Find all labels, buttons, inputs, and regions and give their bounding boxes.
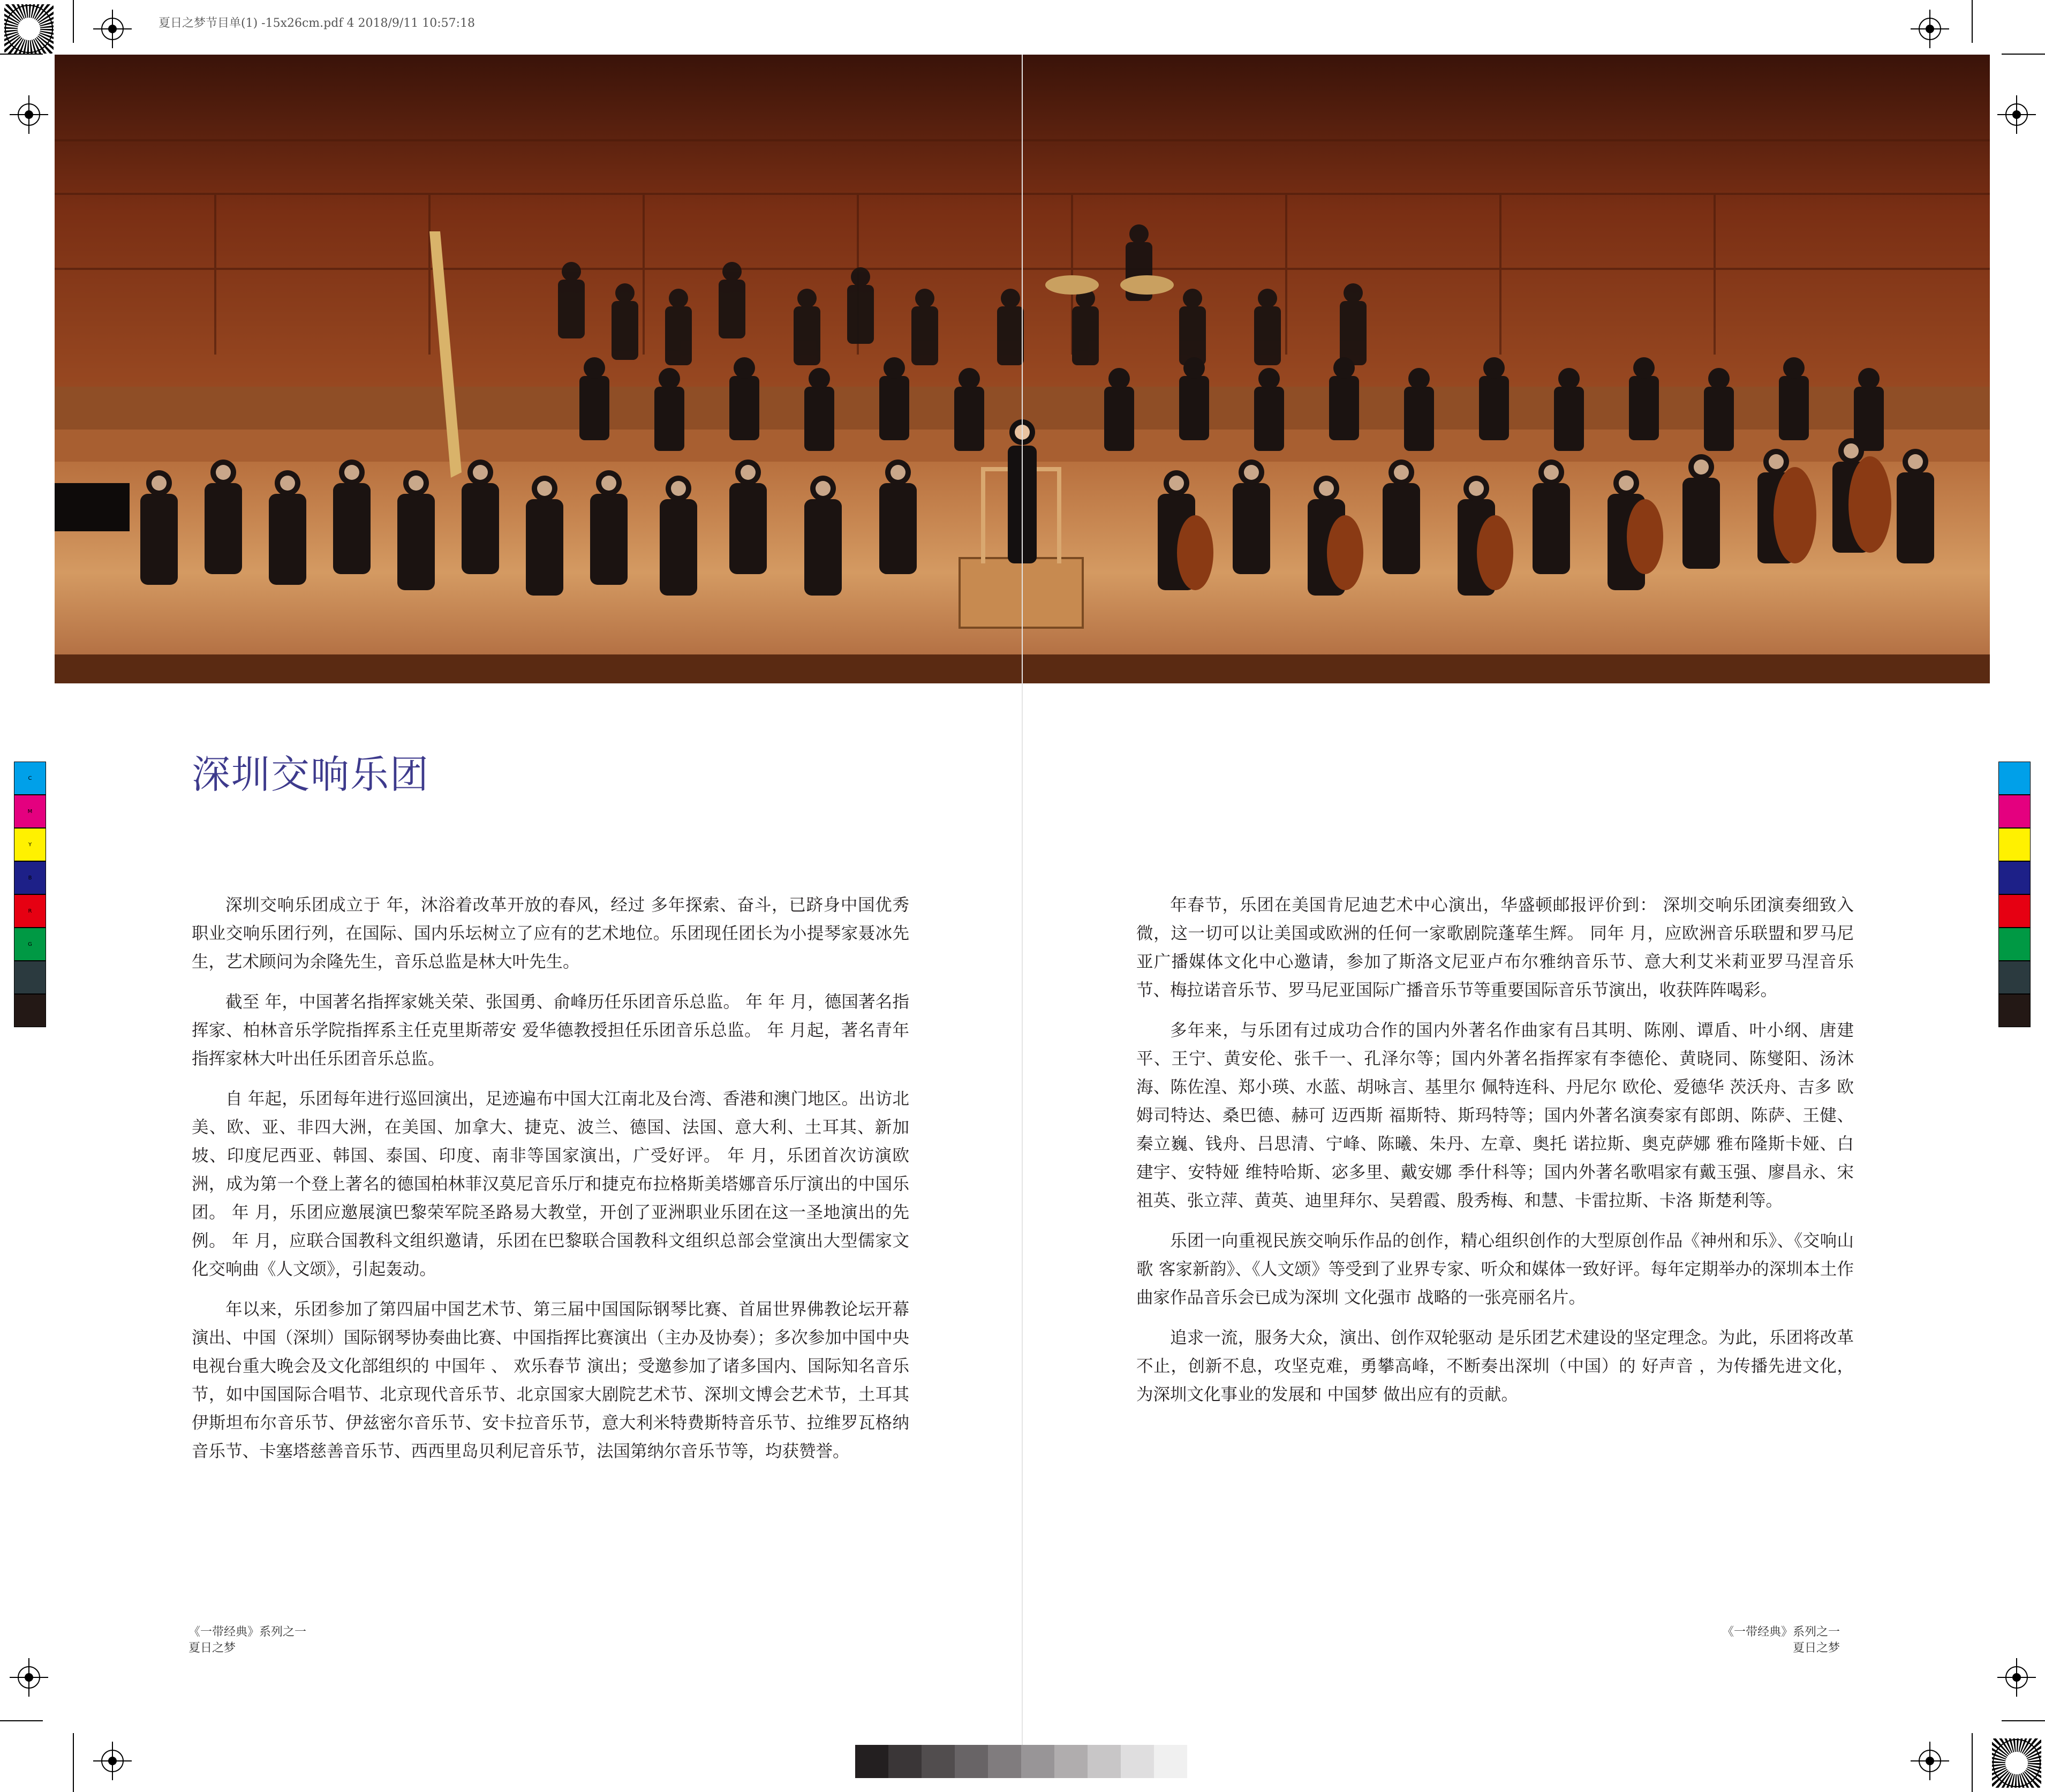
color-swatch xyxy=(1998,894,2031,928)
starburst-target-icon xyxy=(1992,1738,2041,1788)
footer-subtitle: 夏日之梦 xyxy=(188,1642,236,1655)
gray-swatch xyxy=(1088,1745,1121,1778)
gray-swatch xyxy=(988,1745,1021,1778)
registration-mark-icon xyxy=(1997,95,2036,134)
paragraph: 年以来，乐团参加了第四届中国艺术节、第三届中国国际钢琴比赛、首届世界佛教论坛开幕演出、中国（深圳）国际钢琴协奏曲比赛、中国指挥比赛演出（主办及协奏）；多次参加中国中央电视台重大晚会及文化部组织的 中国年 、 欢乐春节 演出；受邀参加了诸多国内、国际知名音乐节，如中国国际合唱节、北京现代音乐节、北京国家大剧院艺术节、深圳文博会艺术节，土耳其伊斯坦布尔音乐节、伊兹密尔音乐节、安卡拉音乐节，意大利米特费斯特音乐节、拉维罗瓦格纳音乐节、卡塞塔慈善音乐节、西西里岛贝利尼音乐节，法国第纳尔音乐节等，均获赞誉。 xyxy=(192,1300,909,1461)
crop-mark xyxy=(73,1733,74,1792)
color-swatch xyxy=(14,961,46,994)
footer-series: 《一带经典》系列之一 xyxy=(188,1625,307,1639)
color-swatch: R xyxy=(14,894,46,928)
paragraph: 追求一流，服务大众，演出、创作双轮驱动 是乐团艺术建设的坚定理念。为此，乐团将改革不止，创新不息，攻坚克难，勇攀高峰，不断奏出深圳（中国）的 好声音 ，为传播先进文化，为深圳文化事业的发展和 中国梦 做出应有的贡献。 xyxy=(1136,1328,1854,1404)
color-swatch xyxy=(1998,795,2031,828)
registration-mark-icon xyxy=(1997,1658,2036,1697)
registration-mark-icon xyxy=(1911,1742,1949,1780)
registration-mark-icon xyxy=(10,1658,48,1697)
right-text-column xyxy=(1136,891,1854,1421)
paragraph: 深圳交响乐团成立于 年，沐浴着改革开放的春风，经过 多年探索、奋斗，已跻身中国优秀职业交响乐团行列，在国际、国内乐坛树立了应有的艺术地位。乐团现任团长为小提琴家聂冰先生，艺术顾问为余隆先生，音乐总监是林大叶先生。 xyxy=(192,895,909,972)
gray-swatch xyxy=(1021,1745,1054,1778)
color-swatch xyxy=(1998,928,2031,961)
color-swatch: B xyxy=(14,861,46,894)
crop-mark xyxy=(2002,54,2045,55)
color-swatch: C xyxy=(14,762,46,795)
crop-mark xyxy=(73,0,74,43)
gray-swatch xyxy=(922,1745,955,1778)
registration-mark-icon xyxy=(1911,10,1949,48)
footer-right xyxy=(1722,1624,1840,1657)
registration-mark-icon xyxy=(93,1742,132,1780)
crop-mark xyxy=(1972,1733,1973,1792)
registration-mark-icon xyxy=(93,10,132,48)
color-swatch: Y xyxy=(14,828,46,861)
gray-swatch xyxy=(1154,1745,1187,1778)
footer-subtitle: 夏日之梦 xyxy=(1792,1642,1840,1655)
color-bar-right xyxy=(1998,762,2031,1027)
paragraph: 截至 年，中国著名指挥家姚关荣、张国勇、俞峰历任乐团音乐总监。 年 年 月，德国著名指挥家、柏林音乐学院指挥系主任克里斯蒂安 爱华德教授担任乐团音乐总监。 年 月起，著名青年指挥家林大叶出任乐团音乐总监。 xyxy=(192,992,909,1068)
color-swatch xyxy=(1998,861,2031,894)
color-swatch: M xyxy=(14,795,46,828)
left-text-column xyxy=(192,891,909,1478)
color-swatch xyxy=(1998,994,2031,1027)
gray-swatch xyxy=(1054,1745,1088,1778)
registration-mark-icon xyxy=(10,95,48,134)
starburst-target-icon xyxy=(4,4,54,54)
color-bar-left xyxy=(14,762,46,1027)
crop-mark xyxy=(2002,1720,2045,1721)
gray-swatch xyxy=(1121,1745,1154,1778)
paragraph: 年春节，乐团在美国肯尼迪艺术中心演出，华盛顿邮报评价到： 深圳交响乐团演奏细致入微，这一切可以让美国或欧洲的任何一家歌剧院蓬荜生辉。 同年 月，应欧洲音乐联盟和罗马尼亚广播媒体文化中心邀请，参加了斯洛文尼亚卢布尔雅纳音乐节、意大利艾米莉亚罗马涅音乐节、梅拉诺音乐节、罗马尼亚国际广播音乐节等重要国际音乐节演出，收获阵阵喝彩。 xyxy=(1136,895,1854,1000)
gray-swatch xyxy=(955,1745,988,1778)
color-swatch xyxy=(1998,828,2031,861)
gray-step-bar xyxy=(855,1745,1187,1778)
color-swatch: G xyxy=(14,928,46,961)
crop-mark xyxy=(0,54,43,55)
gray-swatch xyxy=(888,1745,922,1778)
crop-mark xyxy=(1972,0,1973,43)
paragraph: 多年来，与乐团有过成功合作的国内外著名作曲家有吕其明、陈刚、谭盾、叶小纲、唐建平、王宁、黄安伦、张千一、孔泽尔等；国内外著名指挥家有李德伦、黄晓同、陈燮阳、汤沐海、陈佐湟、郑小瑛、水蓝、胡咏言、基里尔 佩特连科、丹尼尔 欧伦、爱德华 茨沃舟、吉多 欧姆司特达、桑巴德、赫可 迈西斯 福斯特、斯玛特等；国内外著名演奏家有郎朗、陈萨、王健、秦立巍、钱舟、吕思清、宁峰、陈曦、朱丹、左章、奥托 诺拉斯、奥克萨娜 雅布隆斯卡娅、白建宇、安特娅 维特哈斯、宓多里、戴安娜 季什科等；国内外著名歌唱家有戴玉强、廖昌永、宋祖英、张立萍、黄英、迪里拜尔、吴碧霞、殷秀梅、和慧、卡雷拉斯、卡洛 斯楚利等。 xyxy=(1136,1021,1854,1210)
gray-swatch xyxy=(855,1745,888,1778)
color-swatch xyxy=(1998,961,2031,994)
color-swatch xyxy=(14,994,46,1027)
page-title: 深圳交响乐团 xyxy=(192,752,430,797)
crop-mark xyxy=(0,1720,43,1721)
paragraph: 自 年起，乐团每年进行巡回演出，足迹遍布中国大江南北及台湾、香港和澳门地区。出访北美、欧、亚、非四大洲，在美国、加拿大、捷克、波兰、德国、法国、意大利、土耳其、新加坡、印度尼西亚、韩国、泰国、印度、南非等国家演出，广受好评。 年 月，乐团首次访演欧洲，成为第一个登上著名的德国柏林菲汉莫尼音乐厅和捷克布拉格斯美塔娜音乐厅演出的中国乐团。 年 月，乐团应邀展演巴黎荣军院圣路易大教堂，开创了亚洲职业乐团在这一圣地演出的先例。 年 月，应联合国教科文组织邀请，乐团在巴黎联合国教科文组织总部会堂演出大型儒家文化交响曲《人文颂》，引起轰动。 xyxy=(192,1089,909,1279)
footer-series: 《一带经典》系列之一 xyxy=(1722,1625,1840,1639)
spine-fold xyxy=(1022,55,1023,1768)
color-swatch xyxy=(1998,762,2031,795)
paragraph: 乐团一向重视民族交响乐作品的创作，精心组织创作的大型原创作品《神州和乐》、《交响山歌 客家新韵》、《人文颂》等受到了业界专家、听众和媒体一致好评。每年定期举办的深圳本土作曲家作品音乐会已成为深圳 文化强市 战略的一张亮丽名片。 xyxy=(1136,1231,1854,1307)
footer-left xyxy=(188,1624,306,1657)
print-slug: 夏日之梦节目单(1) -15x26cm.pdf 4 2018/9/11 10:57:18 xyxy=(159,17,476,30)
